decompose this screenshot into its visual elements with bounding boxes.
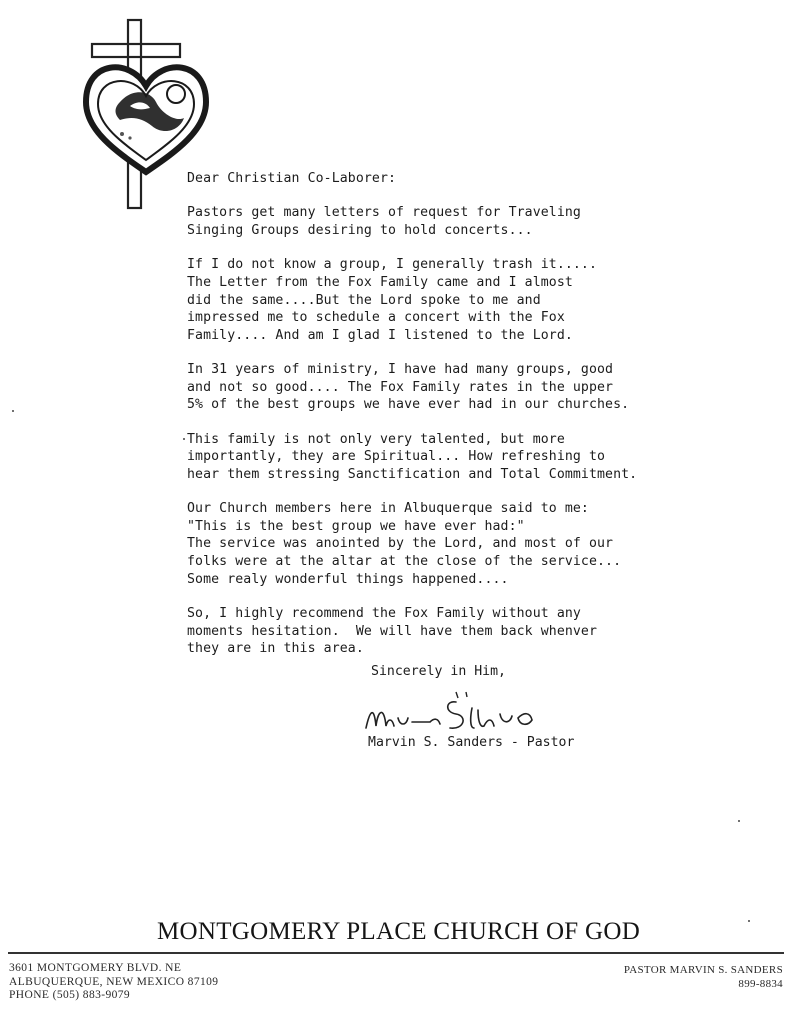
closing: Sincerely in Him, <box>371 664 506 679</box>
paragraph-line: hear them stressing Sanctification and Total Commitment. <box>187 466 638 482</box>
paragraph-line: they are in this area. <box>187 641 364 657</box>
church-address <box>9 962 218 1003</box>
paragraph-line: importantly, they are Spiritual... How refreshing to <box>187 449 606 465</box>
paragraph-line: If I do not know a group, I generally trash it..... <box>187 257 598 273</box>
address-line: 3601 MONTGOMERY BLVD. NE <box>9 962 182 974</box>
phone-line: PHONE (505) 883-9079 <box>9 989 131 1001</box>
signer-name: Marvin S. Sanders - Pastor <box>368 735 575 750</box>
paragraph-line: moments hesitation. We will have them back whenver <box>187 623 598 639</box>
paragraph-line: and not so good.... The Fox Family rates in the upper <box>187 379 614 395</box>
paragraph-line: did the same....But the Lord spoke to me and <box>187 292 541 308</box>
paragraph-line: folks were at the altar at the close of the service... <box>187 554 622 570</box>
scan-speck <box>183 438 185 440</box>
paragraph-line: This family is not only very talented, but more <box>187 431 565 447</box>
scan-speck <box>748 920 750 922</box>
paragraph-line: So, I highly recommend the Fox Family without any <box>187 606 581 622</box>
paragraph-line: Family.... And am I glad I listened to the Lord. <box>187 327 573 343</box>
pastor-contact <box>624 963 783 991</box>
scan-speck <box>738 820 740 822</box>
pastor-phone: 899-8834 <box>738 978 783 990</box>
paragraph-line: Some realy wonderful things happened.... <box>187 571 509 587</box>
paragraph-line: The Letter from the Fox Family came and I almost <box>187 274 573 290</box>
paragraph-line: Singing Groups desiring to hold concerts... <box>187 222 533 238</box>
paragraph-line: impressed me to schedule a concert with the Fox <box>187 310 565 326</box>
scan-speck <box>12 410 14 412</box>
church-name: MONTGOMERY PLACE CHURCH OF GOD <box>157 918 641 945</box>
greeting: Dear Christian Co-Laborer: <box>187 171 397 186</box>
paragraph-line: In 31 years of ministry, I have had many groups, good <box>187 362 614 378</box>
letterhead-divider <box>8 952 784 954</box>
paragraph-line: Our Church members here in Albuquerque said to me: <box>187 501 589 517</box>
letter-body <box>187 170 747 658</box>
paragraph-line: 5% of the best groups we have ever had in our churches. <box>187 397 630 413</box>
address-line: ALBUQUERQUE, NEW MEXICO 87109 <box>9 975 219 988</box>
paragraph-line: Pastors get many letters of request for Traveling <box>187 205 581 221</box>
pastor-line: PASTOR MARVIN S. SANDERS <box>623 964 783 976</box>
paragraph-line: The service was anointed by the Lord, and most of our <box>187 536 614 552</box>
paragraph-line: "This is the best group we have ever had:" <box>187 518 525 534</box>
handwritten-signature <box>360 688 560 740</box>
